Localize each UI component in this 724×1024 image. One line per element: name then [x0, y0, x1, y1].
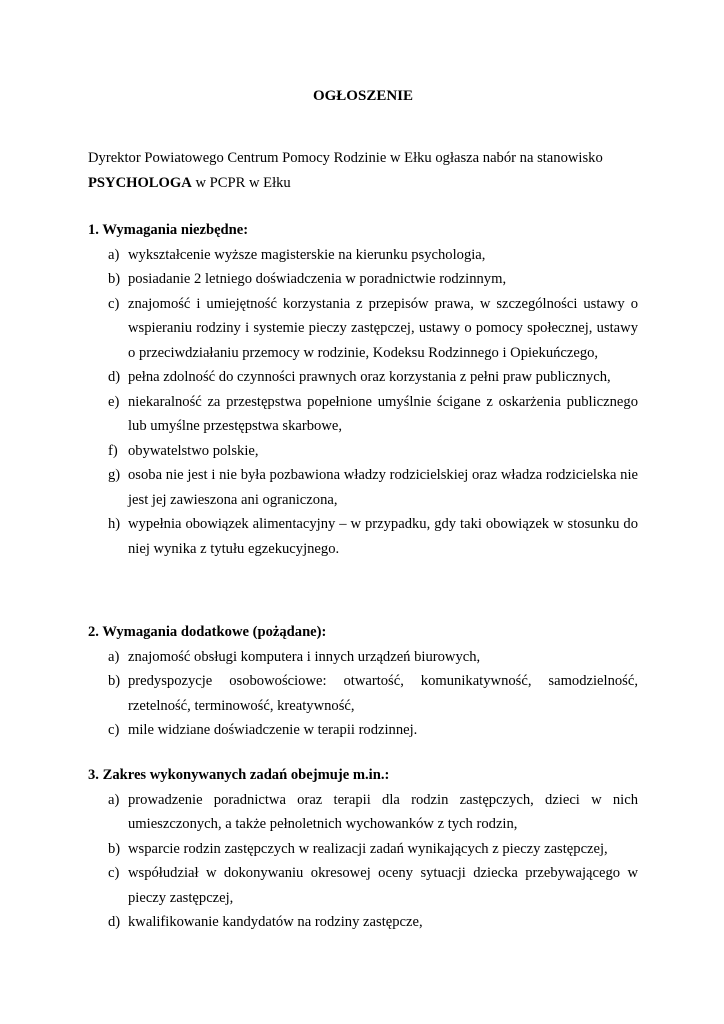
list-item	[88, 512, 638, 561]
page-title: OGŁOSZENIE	[312, 88, 414, 104]
list-item	[88, 645, 638, 670]
list-item-text: wsparcie rodzin zastępczych w realizacji zadań wynikających z pieczy zastępczej,	[128, 840, 608, 857]
list-marker: d)	[108, 369, 121, 385]
intro-text-after: w PCPR w Ełku	[191, 174, 291, 191]
section-title: 2. Wymagania dodatkowe (pożądane):	[88, 624, 327, 640]
list-item-text: wypełnia obowiązek alimentacyjny – w przypadku, gdy taki obowiązek w stosunku do niej wynika z tytułu egzekucyjnego.	[128, 516, 638, 557]
section-requirements	[88, 218, 638, 561]
list-marker: h)	[108, 516, 121, 532]
list-marker: f)	[108, 442, 118, 459]
list-item	[88, 365, 638, 390]
list-item	[88, 390, 638, 439]
list-item	[88, 267, 638, 292]
list-marker: g)	[108, 467, 121, 483]
list-marker: c)	[108, 295, 120, 312]
section-additional-requirements	[88, 620, 638, 743]
intro-text: Dyrektor Powiatowego Centrum Pomocy Rodzinie w Ełku ogłasza nabór na stanowisko	[88, 150, 603, 166]
list-item	[88, 669, 638, 718]
requirements-list	[88, 243, 638, 562]
list-item-text: znajomość obsługi komputera i innych urządzeń biurowych,	[128, 648, 481, 665]
list-item	[88, 243, 638, 268]
list-item-text: osoba nie jest i nie była pozbawiona władzy rodzicielskiej oraz władza rodzicielska nie jest jej zawieszona ani ograniczona,	[128, 467, 638, 508]
list-marker: a)	[108, 791, 120, 808]
list-item-text: współudział w dokonywaniu okresowej oceny sytuacji dziecka przebywającego w pieczy zastępczej,	[128, 865, 638, 906]
list-marker: b)	[108, 673, 121, 689]
list-item-text: pełna zdolność do czynności prawnych oraz korzystania z pełni praw publicznych,	[128, 369, 611, 385]
list-item	[88, 861, 638, 910]
list-item	[88, 718, 638, 743]
list-marker: c)	[108, 865, 120, 881]
list-item-text: posiadanie 2 letniego doświadczenia w poradnictwie rodzinnym,	[128, 271, 507, 287]
list-marker: b)	[108, 840, 121, 857]
section-duties	[88, 763, 638, 935]
list-item-text: mile widziane doświadczenie w terapii rodzinnej.	[128, 722, 418, 738]
duties-list	[88, 788, 638, 935]
list-marker: c)	[108, 722, 120, 738]
additional-requirements-list	[88, 645, 638, 743]
list-marker: d)	[108, 914, 121, 930]
list-marker: e)	[108, 393, 120, 410]
list-item-text: kwalifikowanie kandydatów na rodziny zastępcze,	[128, 914, 423, 930]
list-item-text: wykształcenie wyższe magisterskie na kierunku psychologia,	[128, 246, 486, 263]
intro-position: PSYCHOLOGA	[88, 174, 192, 191]
list-marker: b)	[108, 271, 121, 287]
section-title: 1. Wymagania niezbędne:	[88, 222, 249, 238]
list-marker: a)	[108, 246, 120, 263]
list-item-text: obywatelstwo polskie,	[128, 442, 259, 459]
list-item	[88, 439, 638, 464]
list-item	[88, 292, 638, 366]
section-title: 3. Zakres wykonywanych zadań obejmuje m.in.:	[88, 767, 390, 783]
list-item	[88, 837, 638, 862]
list-item	[88, 910, 638, 935]
list-item-text: niekaralność za przestępstwa popełnione umyślnie ścigane z oskarżenia publicznego lub umyślne przestępstwa skarbowe,	[128, 393, 638, 434]
list-item-text: znajomość i umiejętność korzystania z przepisów prawa, w szczególności ustawy o wspieraniu rodziny i systemie pieczy zastępczej, ustawy o pomocy społecznej, ustawy o przeciwdziałaniu przemocy w rodzinie, Kodeksu Rodzinnego i Opiekuńczego,	[128, 295, 638, 361]
list-marker: a)	[108, 648, 120, 665]
list-item	[88, 463, 638, 512]
intro-paragraph	[88, 146, 638, 195]
list-item	[88, 788, 638, 837]
list-item-text: predyspozycje osobowościowe: otwartość, komunikatywność, samodzielność, rzetelność, terminowość, kreatywność,	[128, 673, 638, 714]
list-item-text: prowadzenie poradnictwa oraz terapii dla rodzin zastępczych, dzieci w nich umieszczonych, a także pełnoletnich wychowanków z tych rodzin,	[128, 791, 638, 832]
